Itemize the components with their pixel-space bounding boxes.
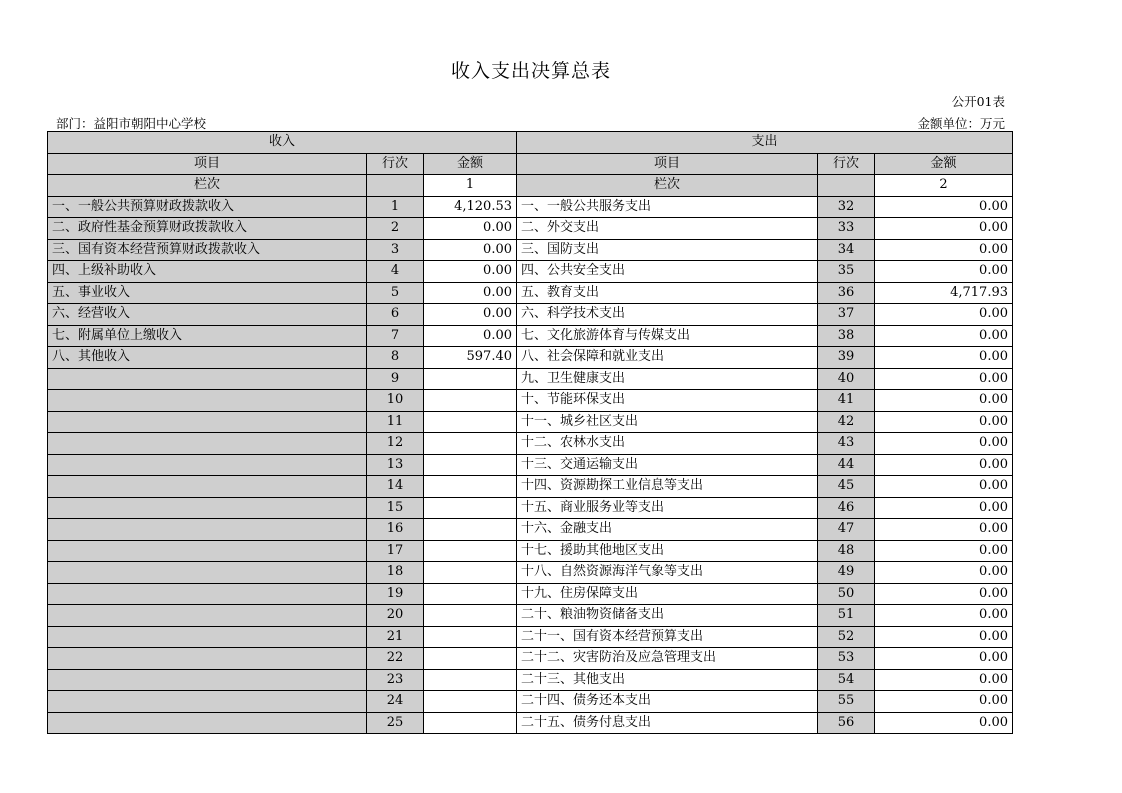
table-row [48, 282, 1013, 304]
expense-rowno-header: 行次 [818, 153, 875, 175]
table-row [48, 626, 1013, 648]
income-item-name [48, 497, 367, 519]
income-amount [424, 368, 517, 390]
income-item-name [48, 411, 367, 433]
expense-item-name: 十七、援助其他地区支出 [517, 540, 818, 562]
income-row-number: 21 [367, 626, 424, 648]
expense-amount: 0.00 [875, 239, 1013, 261]
expense-amount: 0.00 [875, 347, 1013, 369]
expense-row-number: 39 [818, 347, 875, 369]
expense-amount: 0.00 [875, 476, 1013, 498]
table-row [48, 669, 1013, 691]
expense-item-name: 十二、农林水支出 [517, 433, 818, 455]
income-item-name [48, 583, 367, 605]
expense-item-name: 十四、资源勘探工业信息等支出 [517, 476, 818, 498]
table-row [48, 196, 1013, 218]
income-column-blank [367, 175, 424, 197]
expense-column-index: 2 [875, 175, 1013, 197]
expense-amount-header: 金额 [875, 153, 1013, 175]
expense-row-number: 48 [818, 540, 875, 562]
expense-item-name: 十三、交通运输支出 [517, 454, 818, 476]
amount-unit-label: 金额单位：万元 [917, 116, 1005, 131]
expense-item-name: 十八、自然资源海洋气象等支出 [517, 562, 818, 584]
expense-row-number: 49 [818, 562, 875, 584]
table-row [48, 605, 1013, 627]
expense-amount: 0.00 [875, 712, 1013, 734]
income-row-number: 22 [367, 648, 424, 670]
expense-row-number: 44 [818, 454, 875, 476]
header-row-columns [48, 153, 1013, 175]
income-item-name: 二、政府性基金预算财政拨款收入 [48, 218, 367, 240]
header-row-section [48, 132, 1013, 154]
income-amount: 0.00 [424, 282, 517, 304]
expense-row-number: 50 [818, 583, 875, 605]
income-row-number: 4 [367, 261, 424, 283]
expense-item-name: 二十一、国有资本经营预算支出 [517, 626, 818, 648]
income-section-header: 收入 [48, 132, 517, 154]
expense-row-number: 32 [818, 196, 875, 218]
table-row [48, 712, 1013, 734]
income-column-index: 1 [424, 175, 517, 197]
income-item-name [48, 540, 367, 562]
table-row [48, 368, 1013, 390]
table-row [48, 433, 1013, 455]
expense-row-number: 34 [818, 239, 875, 261]
expense-row-number: 35 [818, 261, 875, 283]
expense-item-header: 项目 [517, 153, 818, 175]
income-row-number: 17 [367, 540, 424, 562]
income-amount [424, 562, 517, 584]
expense-row-number: 46 [818, 497, 875, 519]
expense-item-name: 一、一般公共服务支出 [517, 196, 818, 218]
expense-row-number: 54 [818, 669, 875, 691]
page-title: 收入支出决算总表 [450, 60, 611, 82]
table-row [48, 691, 1013, 713]
expense-amount: 0.00 [875, 691, 1013, 713]
expense-item-name: 九、卫生健康支出 [517, 368, 818, 390]
income-item-name [48, 669, 367, 691]
income-item-name [48, 605, 367, 627]
expense-item-name: 六、科学技术支出 [517, 304, 818, 326]
expense-item-name: 十六、金融支出 [517, 519, 818, 541]
table-row [48, 562, 1013, 584]
expense-amount: 0.00 [875, 540, 1013, 562]
income-row-number: 16 [367, 519, 424, 541]
income-row-number: 7 [367, 325, 424, 347]
table-row [48, 347, 1013, 369]
income-row-number: 14 [367, 476, 424, 498]
income-item-header: 项目 [48, 153, 367, 175]
table-row [48, 325, 1013, 347]
expense-column-label: 栏次 [517, 175, 818, 197]
expense-amount: 0.00 [875, 325, 1013, 347]
income-row-number: 1 [367, 196, 424, 218]
income-row-number: 24 [367, 691, 424, 713]
income-row-number: 6 [367, 304, 424, 326]
expense-row-number: 33 [818, 218, 875, 240]
expense-item-name: 二十三、其他支出 [517, 669, 818, 691]
expense-amount: 0.00 [875, 433, 1013, 455]
income-row-number: 11 [367, 411, 424, 433]
expense-amount: 0.00 [875, 196, 1013, 218]
income-row-number: 2 [367, 218, 424, 240]
expense-row-number: 37 [818, 304, 875, 326]
income-amount: 0.00 [424, 325, 517, 347]
expense-amount: 4,717.93 [875, 282, 1013, 304]
expense-amount: 0.00 [875, 218, 1013, 240]
expense-row-number: 45 [818, 476, 875, 498]
expense-amount: 0.00 [875, 304, 1013, 326]
income-item-name: 三、国有资本经营预算财政拨款收入 [48, 239, 367, 261]
table-row [48, 648, 1013, 670]
table-row [48, 304, 1013, 326]
income-amount: 0.00 [424, 261, 517, 283]
income-row-number: 15 [367, 497, 424, 519]
income-item-name [48, 433, 367, 455]
header-row-column-index [48, 175, 1013, 197]
expense-amount: 0.00 [875, 562, 1013, 584]
income-amount [424, 626, 517, 648]
table-row [48, 519, 1013, 541]
income-amount [424, 540, 517, 562]
income-amount [424, 497, 517, 519]
expense-item-name: 十一、城乡社区支出 [517, 411, 818, 433]
income-amount [424, 454, 517, 476]
income-item-name [48, 368, 367, 390]
expense-item-name: 三、国防支出 [517, 239, 818, 261]
income-row-number: 18 [367, 562, 424, 584]
table-row [48, 261, 1013, 283]
income-amount [424, 669, 517, 691]
income-row-number: 12 [367, 433, 424, 455]
expense-section-header: 支出 [517, 132, 1013, 154]
expense-row-number: 42 [818, 411, 875, 433]
expense-item-name: 二、外交支出 [517, 218, 818, 240]
income-item-name: 七、附属单位上缴收入 [48, 325, 367, 347]
income-amount: 597.40 [424, 347, 517, 369]
income-rowno-header: 行次 [367, 153, 424, 175]
table-row [48, 497, 1013, 519]
expense-amount: 0.00 [875, 626, 1013, 648]
expense-amount: 0.00 [875, 519, 1013, 541]
income-amount [424, 411, 517, 433]
table-row [48, 454, 1013, 476]
income-item-name: 一、一般公共预算财政拨款收入 [48, 196, 367, 218]
expense-item-name: 二十五、债务付息支出 [517, 712, 818, 734]
expense-row-number: 55 [818, 691, 875, 713]
income-amount: 0.00 [424, 239, 517, 261]
income-item-name [48, 476, 367, 498]
expense-amount: 0.00 [875, 583, 1013, 605]
income-item-name: 八、其他收入 [48, 347, 367, 369]
expense-amount: 0.00 [875, 605, 1013, 627]
income-amount [424, 519, 517, 541]
income-item-name [48, 712, 367, 734]
expense-item-name: 十五、商业服务业等支出 [517, 497, 818, 519]
income-row-number: 20 [367, 605, 424, 627]
expense-item-name: 二十四、债务还本支出 [517, 691, 818, 713]
income-row-number: 3 [367, 239, 424, 261]
expense-amount: 0.00 [875, 368, 1013, 390]
expense-item-name: 十、节能环保支出 [517, 390, 818, 412]
table-row [48, 239, 1013, 261]
form-number: 公开01表 [951, 94, 1005, 109]
table-row [48, 218, 1013, 240]
expense-item-name: 八、社会保障和就业支出 [517, 347, 818, 369]
expense-item-name: 十九、住房保障支出 [517, 583, 818, 605]
income-amount: 4,120.53 [424, 196, 517, 218]
expense-item-name: 二十、粮油物资储备支出 [517, 605, 818, 627]
table-row [48, 390, 1013, 412]
income-row-number: 13 [367, 454, 424, 476]
table-body [48, 132, 1013, 734]
income-row-number: 8 [367, 347, 424, 369]
expense-column-blank [818, 175, 875, 197]
expense-row-number: 56 [818, 712, 875, 734]
income-item-name: 六、经营收入 [48, 304, 367, 326]
income-amount [424, 691, 517, 713]
income-column-label: 栏次 [48, 175, 367, 197]
income-item-name [48, 390, 367, 412]
income-amount [424, 433, 517, 455]
expense-row-number: 51 [818, 605, 875, 627]
income-expense-table [47, 131, 1013, 734]
expense-row-number: 52 [818, 626, 875, 648]
income-amount [424, 605, 517, 627]
expense-amount: 0.00 [875, 497, 1013, 519]
table-row [48, 476, 1013, 498]
income-row-number: 5 [367, 282, 424, 304]
expense-row-number: 36 [818, 282, 875, 304]
income-item-name: 五、事业收入 [48, 282, 367, 304]
income-amount [424, 390, 517, 412]
income-amount: 0.00 [424, 218, 517, 240]
income-item-name: 四、上级补助收入 [48, 261, 367, 283]
income-item-name [48, 562, 367, 584]
expense-item-name: 四、公共安全支出 [517, 261, 818, 283]
income-row-number: 25 [367, 712, 424, 734]
income-item-name [48, 626, 367, 648]
expense-amount: 0.00 [875, 261, 1013, 283]
income-amount [424, 648, 517, 670]
expense-row-number: 38 [818, 325, 875, 347]
income-item-name [48, 691, 367, 713]
department-label: 部门：益阳市朝阳中心学校 [56, 116, 207, 131]
income-item-name [48, 454, 367, 476]
income-amount [424, 476, 517, 498]
expense-row-number: 40 [818, 368, 875, 390]
table-row [48, 411, 1013, 433]
income-item-name [48, 648, 367, 670]
expense-row-number: 47 [818, 519, 875, 541]
expense-row-number: 41 [818, 390, 875, 412]
table-row [48, 540, 1013, 562]
income-row-number: 10 [367, 390, 424, 412]
expense-item-name: 七、文化旅游体育与传媒支出 [517, 325, 818, 347]
expense-amount: 0.00 [875, 411, 1013, 433]
income-amount-header: 金额 [424, 153, 517, 175]
expense-amount: 0.00 [875, 648, 1013, 670]
table-row [48, 583, 1013, 605]
income-item-name [48, 519, 367, 541]
expense-amount: 0.00 [875, 669, 1013, 691]
income-amount [424, 583, 517, 605]
expense-row-number: 53 [818, 648, 875, 670]
income-amount [424, 712, 517, 734]
expense-amount: 0.00 [875, 390, 1013, 412]
expense-amount: 0.00 [875, 454, 1013, 476]
expense-row-number: 43 [818, 433, 875, 455]
income-amount: 0.00 [424, 304, 517, 326]
expense-item-name: 二十二、灾害防治及应急管理支出 [517, 648, 818, 670]
income-row-number: 19 [367, 583, 424, 605]
income-row-number: 23 [367, 669, 424, 691]
income-row-number: 9 [367, 368, 424, 390]
expense-item-name: 五、教育支出 [517, 282, 818, 304]
